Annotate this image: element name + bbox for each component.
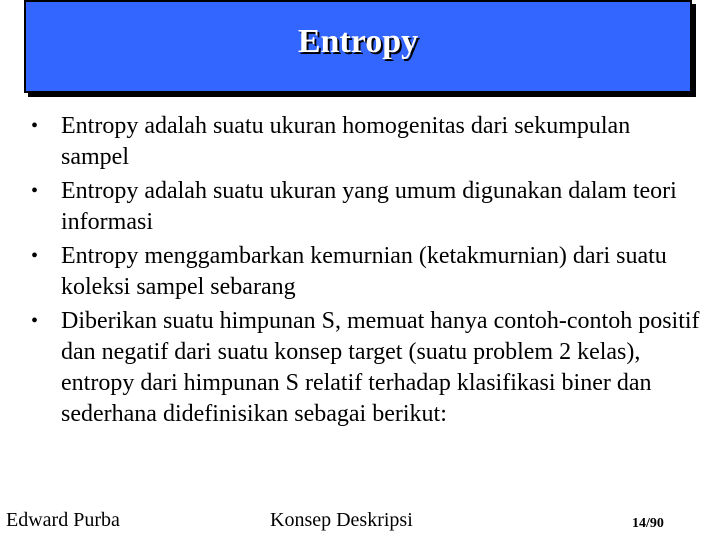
bullet-marker: • bbox=[31, 310, 39, 332]
footer-course: Konsep Deskripsi bbox=[270, 509, 413, 531]
bullet-text: Entropy menggambarkan kemurnian (ketakmurnian) dari suatu koleksi sampel sebarang bbox=[61, 243, 667, 300]
bullet-text: Diberikan suatu himpunan S, memuat hanya contoh-contoh positif dan negatif dari suatu konsep target (suatu problem 2 kelas), entropy dari himpunan S relatif terhadap klasifikasi biner dan sederhana didefinisikan sebagai berikut: bbox=[61, 308, 700, 427]
bullet-item bbox=[0, 176, 720, 238]
slide-title: Entropy bbox=[297, 22, 419, 60]
footer-author: Edward Purba bbox=[6, 509, 120, 531]
bullet-marker: • bbox=[31, 245, 39, 267]
title-banner bbox=[24, 0, 692, 93]
bullet-item bbox=[0, 241, 720, 303]
bullet-text: Entropy adalah suatu ukuran homogenitas dari sekumpulan sampel bbox=[61, 113, 631, 170]
bullet-marker: • bbox=[31, 180, 39, 202]
page-number: 14/90 bbox=[632, 516, 664, 531]
bullet-item bbox=[0, 111, 720, 173]
bullet-item bbox=[0, 306, 720, 430]
bullet-text: Entropy adalah suatu ukuran yang umum digunakan dalam teori informasi bbox=[61, 178, 677, 235]
bullet-list bbox=[0, 111, 720, 433]
bullet-marker: • bbox=[31, 115, 39, 137]
